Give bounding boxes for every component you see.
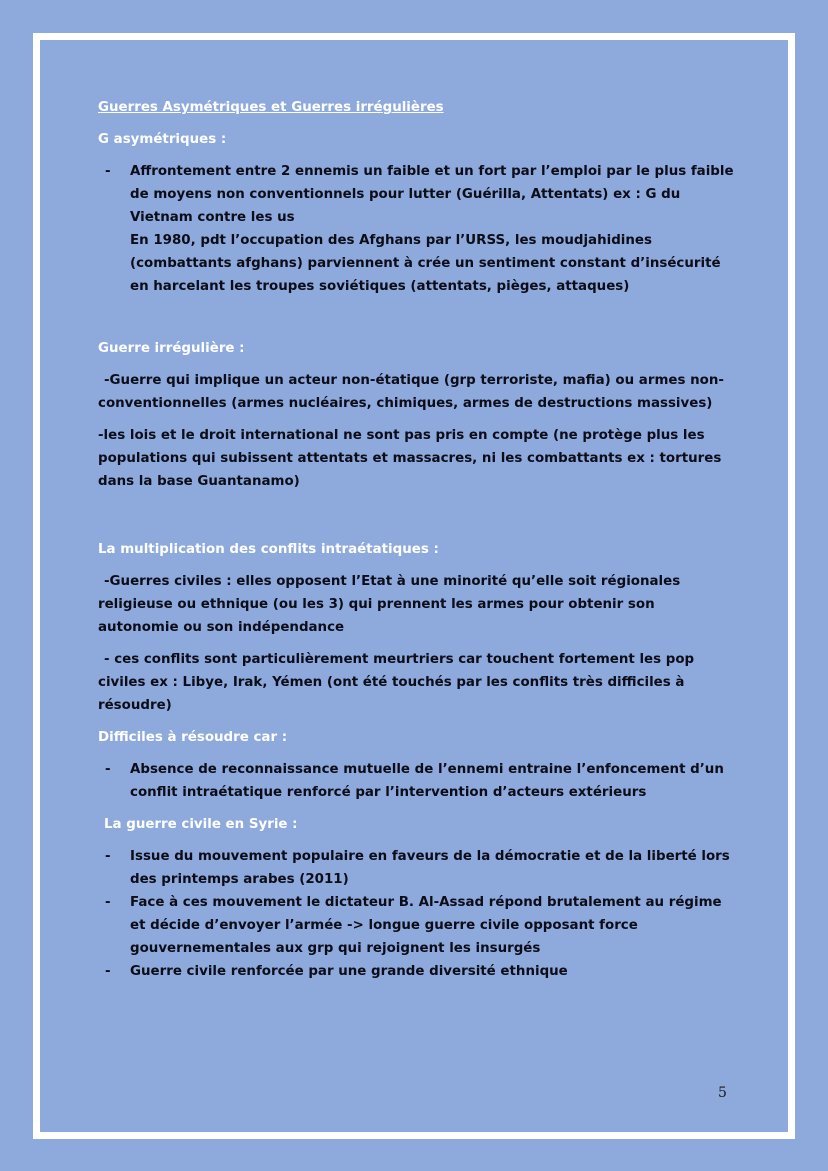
irregular-paragraph-2: -les lois et le droit international ne sont pas pris en compte (ne protège plus les populations qui subissent attentats et massacres, ni les combattants ex : tortures dans la base Guantanamo) [98,428,722,489]
list-item: - Absence de reconnaissance mutuelle de l’ennemi entraine l’enfoncement d’un conflit intraétatique renforcé par l’intervention d’acteurs extérieurs [98,758,738,804]
main-heading: Guerres Asymétriques et Guerres irrégulières [98,100,444,115]
syria-list [98,845,738,983]
subheading-irregular: Guerre irrégulière : [98,341,245,356]
asym-item-1: - Affrontement entre 2 ennemis un faible et un fort par l’emploi par le plus faible de moyens non conventionnels pour lutter (Guérilla, Attentats) ex : G du Vietnam contre les us [130,164,734,225]
subheading-difficult: Difficiles à résoudre car : [98,730,288,745]
list-item: - Face à ces mouvement le dictateur B. Al-Assad répond brutalement au régime et décide d’envoyer l’armée -> longue guerre civile opposant force gouvernementales aux grp qui rejoignent les insurgés [98,891,738,960]
asymmetric-list [98,160,738,298]
list-item: - Guerre civile renforcée par une grande diversité ethnique [98,960,738,983]
document-body [98,96,738,983]
intrastate-paragraph-2: - ces conflits sont particulièrement meurtriers car touchent fortement les pop civiles ex : Libye, Irak, Yémen (ont été touchés par les conflits très difficiles à résoudre) [98,652,695,713]
intrastate-paragraph-1: -Guerres civiles : elles opposent l’Etat à une minorité qu’elle soit régionales religieuse ou ethnique (ou les 3) qui prennent les armes pour obtenir son autonomie ou son indépendance [98,574,681,635]
list-item: - Issue du mouvement populaire en faveurs de la démocratie et de la liberté lors des printemps arabes (2011) [98,845,738,891]
irregular-paragraph-1: -Guerre qui implique un acteur non-étatique (grp terroriste, mafia) ou armes non-conventionnelles (armes nucléaires, chimiques, armes de destructions massives) [98,373,724,411]
page-number: 5 [718,1085,727,1101]
difficult-list [98,758,738,804]
asym-item-1-b: En 1980, pdt l’occupation des Afghans par l’URSS, les moudjahidines (combattants afghans) parviennent à crée un sentiment constant d’insécurité en harcelant les troupes soviétiques (attentats, pièges, attaques) [130,233,721,294]
subheading-syria: La guerre civile en Syrie : [104,817,298,832]
list-item [98,160,738,298]
subheading-intrastate: La multiplication des conflits intraétatiques : [98,542,439,557]
subheading-asymmetric: G asymétriques : [98,132,227,147]
